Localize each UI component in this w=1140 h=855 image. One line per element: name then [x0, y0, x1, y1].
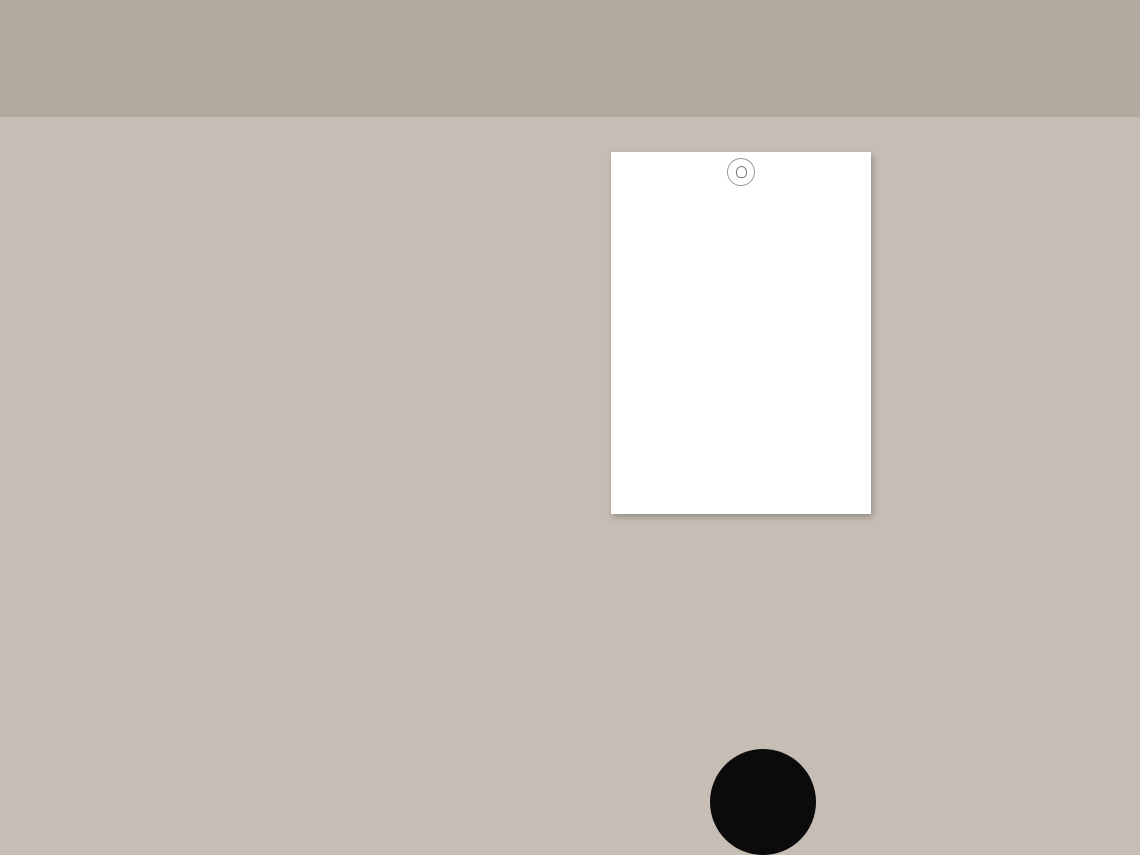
- header-banner: [0, 0, 1140, 117]
- canva-logo: [710, 749, 816, 855]
- rose-emblem-icon: [727, 158, 755, 186]
- front-document-page: [611, 152, 871, 514]
